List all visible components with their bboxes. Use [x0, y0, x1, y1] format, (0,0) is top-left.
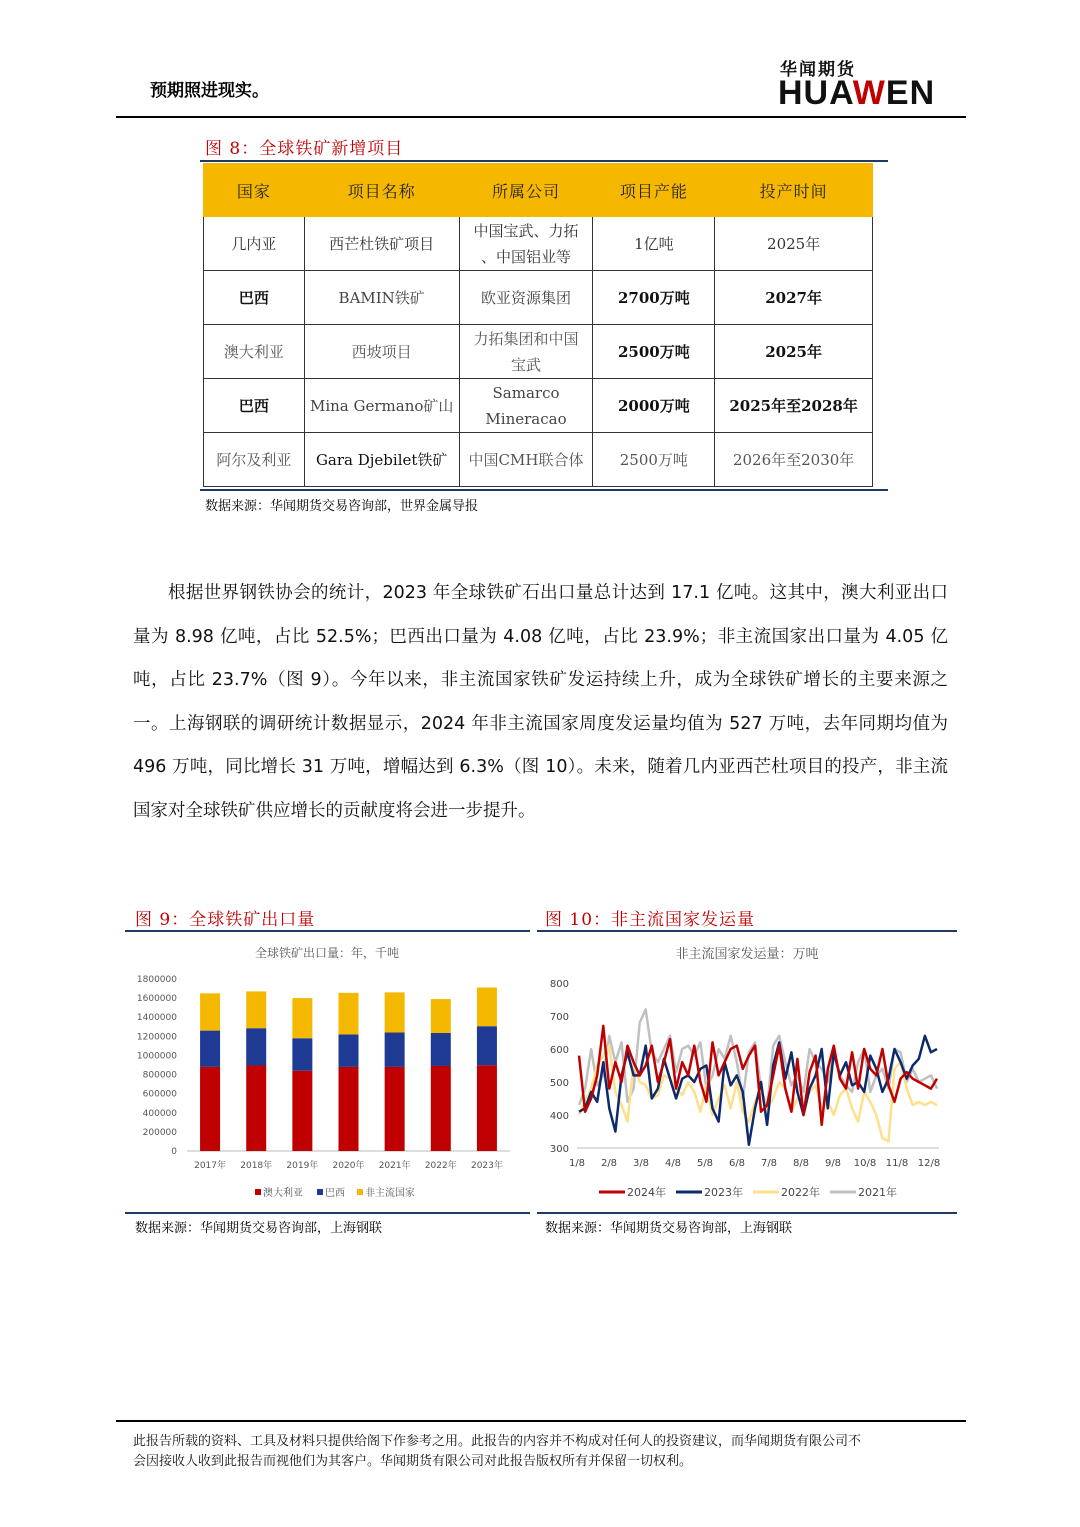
cell-company: [459, 217, 593, 271]
bar-非主流国家: [292, 998, 312, 1038]
y-tick-label: 600: [549, 1045, 569, 1056]
cell-company: [459, 433, 593, 487]
footer-line2: 会因接收人收到此报告而视他们为其客户。华闻期货有限公司对此报告版权所有并保留一切权利。: [133, 1454, 693, 1469]
logo-en-w: W: [852, 74, 886, 112]
x-tick-label: 3/8: [632, 1158, 650, 1169]
bar-非主流国家: [339, 993, 359, 1035]
x-tick-label: 2017年: [194, 1161, 227, 1171]
bar-巴西: [246, 1028, 266, 1065]
y-tick-label: 1200000: [136, 1032, 177, 1043]
bar-巴西: [200, 1031, 220, 1067]
table-row: [204, 379, 873, 433]
header-left-text: 预期照进现实。: [150, 81, 269, 101]
cell-country: 巴西: [204, 379, 305, 433]
cell-country: 几内亚: [204, 217, 305, 271]
x-tick-label: 12/8: [917, 1158, 941, 1169]
legend-label: 非主流国家: [365, 1188, 415, 1199]
bar-巴西: [385, 1033, 405, 1067]
y-tick-label: 1000000: [136, 1051, 177, 1062]
figure8-bottom-rule: [200, 489, 888, 491]
cell-capacity: 2500万吨: [593, 433, 715, 487]
x-tick-label: 2019年: [286, 1161, 319, 1171]
cell-company-line1: 中国宝武、力拓: [473, 221, 579, 240]
y-tick-label: 300: [549, 1144, 569, 1155]
cell-capacity: 1亿吨: [593, 217, 715, 271]
figure9-source: 数据来源：华闻期货交易咨询部，上海钢联: [135, 1221, 383, 1236]
table-row: [204, 325, 873, 379]
bar-澳大利亚: [339, 1067, 359, 1151]
cell-company-line2: 宝武: [511, 355, 542, 374]
cell-project: BAMIN铁矿: [304, 271, 459, 325]
cell-country: 阿尔及利亚: [204, 433, 305, 487]
cell-company-line1: Samarco: [492, 383, 560, 402]
bar-澳大利亚: [292, 1071, 312, 1151]
cell-capacity: 2700万吨: [593, 271, 715, 325]
col-company: 所属公司: [459, 164, 593, 217]
company-logo: [770, 52, 970, 114]
legend-label: 2021年: [858, 1186, 897, 1199]
figure8-title: 图 8：全球铁矿新增项目: [205, 139, 404, 159]
figure10-bottom-rule: [537, 1212, 957, 1214]
legend-swatch: [357, 1189, 363, 1195]
y-tick-label: 800: [549, 979, 569, 990]
figure10-title: 图 10：非主流国家发运量: [545, 910, 756, 930]
cell-company-line1: 欧亚资源集团: [481, 288, 572, 307]
cell-company: [459, 379, 593, 433]
legend-label: 2023年: [704, 1186, 743, 1199]
shipment-volume-chart: [537, 933, 957, 1211]
bar-非主流国家: [246, 991, 266, 1028]
y-tick-label: 700: [549, 1012, 569, 1023]
footer-disclaimer: [133, 1432, 948, 1472]
col-capacity: 项目产能: [593, 164, 715, 217]
header-divider: [116, 116, 966, 118]
x-tick-label: 6/8: [728, 1158, 746, 1169]
figure9-title: 图 9：全球铁矿出口量: [135, 910, 316, 930]
cell-project: 西坡项目: [304, 325, 459, 379]
figure8-top-rule: [200, 160, 888, 162]
x-tick-label: 2020年: [332, 1161, 365, 1171]
cell-year: 2025年: [715, 217, 873, 271]
y-tick-label: 500: [549, 1078, 569, 1089]
bar-澳大利亚: [385, 1067, 405, 1151]
chart9-title: 全球铁矿出口量：年，千吨: [254, 946, 400, 960]
legend-label: 2024年: [627, 1186, 666, 1199]
y-tick-label: 400000: [142, 1108, 177, 1119]
bar-澳大利亚: [200, 1067, 220, 1151]
cell-year: 2025年至2028年: [715, 379, 873, 433]
table-row: [204, 271, 873, 325]
y-tick-label: 1600000: [136, 994, 177, 1005]
export-volume-chart: [125, 933, 530, 1211]
bar-澳大利亚: [431, 1066, 451, 1151]
x-tick-label: 2022年: [424, 1161, 457, 1171]
cell-company-line2: Mineracao: [485, 409, 567, 428]
bar-澳大利亚: [477, 1065, 497, 1151]
logo-en-text: [778, 74, 935, 113]
logo-en-a: HUA: [778, 74, 853, 112]
col-project: 项目名称: [304, 164, 459, 217]
legend-label: 巴西: [325, 1188, 345, 1199]
bar-澳大利亚: [246, 1065, 266, 1151]
legend-swatch: [317, 1189, 323, 1195]
legend-label: 2022年: [781, 1186, 820, 1199]
cell-company-line2: 、中国铝业等: [481, 247, 572, 266]
x-tick-label: 7/8: [760, 1158, 778, 1169]
y-tick-label: 200000: [142, 1127, 177, 1138]
y-tick-label: 600000: [142, 1089, 177, 1100]
x-tick-label: 1/8: [568, 1158, 586, 1169]
legend-label: 澳大利亚: [263, 1188, 303, 1199]
cell-capacity: 2500万吨: [593, 325, 715, 379]
x-tick-label: 10/8: [853, 1158, 877, 1169]
cell-year: 2027年: [715, 271, 873, 325]
y-tick-label: 800000: [142, 1070, 177, 1081]
x-tick-label: 4/8: [664, 1158, 682, 1169]
cell-project: Gara Djebilet铁矿: [304, 433, 459, 487]
cell-country: 巴西: [204, 271, 305, 325]
table-row: [204, 433, 873, 487]
x-tick-label: 5/8: [696, 1158, 714, 1169]
bar-巴西: [339, 1034, 359, 1066]
x-tick-label: 2023年: [470, 1161, 503, 1171]
logo-cn-text: 华闻期货: [780, 60, 856, 80]
legend-swatch: [255, 1189, 261, 1195]
bar-非主流国家: [477, 988, 497, 1027]
x-tick-label: 2021年: [378, 1161, 411, 1171]
footer-line1: 此报告所载的资料、工具及材料只提供给阁下作参考之用。此报告的内容并不构成对任何人的投资建议，而华闻期货有限公司不: [133, 1434, 862, 1449]
y-tick-label: 1400000: [136, 1013, 177, 1024]
figure8-source: 数据来源：华闻期货交易咨询部，世界金属导报: [205, 499, 479, 514]
cell-project: Mina Germano矿山: [304, 379, 459, 433]
figure10-top-rule: [537, 930, 957, 932]
cell-capacity: 2000万吨: [593, 379, 715, 433]
cell-year: 2026年至2030年: [715, 433, 873, 487]
bar-非主流国家: [200, 993, 220, 1030]
cell-year: 2025年: [715, 325, 873, 379]
x-tick-label: 2/8: [600, 1158, 618, 1169]
logo-en-b: EN: [885, 74, 936, 112]
x-tick-label: 11/8: [885, 1158, 909, 1169]
chart10-title: 非主流国家发运量：万吨: [675, 947, 819, 962]
cell-country: 澳大利亚: [204, 325, 305, 379]
cell-company-line1: 中国CMH联合体: [468, 450, 584, 469]
body-paragraph: [133, 572, 948, 833]
figure10-source: 数据来源：华闻期货交易咨询部，上海钢联: [545, 1221, 793, 1236]
figure9-bottom-rule: [125, 1212, 530, 1214]
cell-project: 西芒杜铁矿项目: [304, 217, 459, 271]
figure9-top-rule: [125, 930, 530, 932]
col-country: 国家: [204, 164, 305, 217]
cell-company: [459, 271, 593, 325]
y-tick-label: 1800000: [136, 975, 177, 985]
projects-table: [203, 163, 873, 487]
table-header-row: [204, 164, 873, 217]
y-tick-label: 0: [171, 1147, 177, 1157]
paragraph-text: 根据世界钢铁协会的统计，2023 年全球铁矿石出口量总计达到 17.1 亿吨。这其中，澳大利亚出口量为 8.98 亿吨，占比 52.5%；巴西出口量为 4.08 亿吨，占比 23.9%；非主流国家出口量为 4.05 亿吨，占比 23.7%（图 9）。今年以来，非主流国家铁矿发运持续上升，成为全球铁矿增长的主要来源之一。上海钢联的调研统计数据显示，2024 年非主流国家周度发运量均值为 527 万吨，去年同期均值为 496 万吨，同比增长 31 万吨，增幅达到 6.3%（图 10）。未来，随着几内亚西芒杜项目的投产，非主流国家对全球铁矿供应增长的贡献度将会进一步提升。: [133, 583, 948, 821]
bar-巴西: [292, 1038, 312, 1070]
x-tick-label: 8/8: [792, 1158, 810, 1169]
bar-非主流国家: [385, 992, 405, 1032]
footer-divider: [116, 1420, 966, 1422]
cell-company: [459, 325, 593, 379]
cell-company-line1: 力拓集团和中国: [473, 329, 579, 348]
x-tick-label: 9/8: [824, 1158, 842, 1169]
table-row: [204, 217, 873, 271]
bar-非主流国家: [431, 999, 451, 1033]
y-tick-label: 400: [549, 1111, 569, 1122]
bar-巴西: [477, 1026, 497, 1065]
bar-巴西: [431, 1033, 451, 1066]
col-year: 投产时间: [715, 164, 873, 217]
x-tick-label: 2018年: [240, 1161, 273, 1171]
